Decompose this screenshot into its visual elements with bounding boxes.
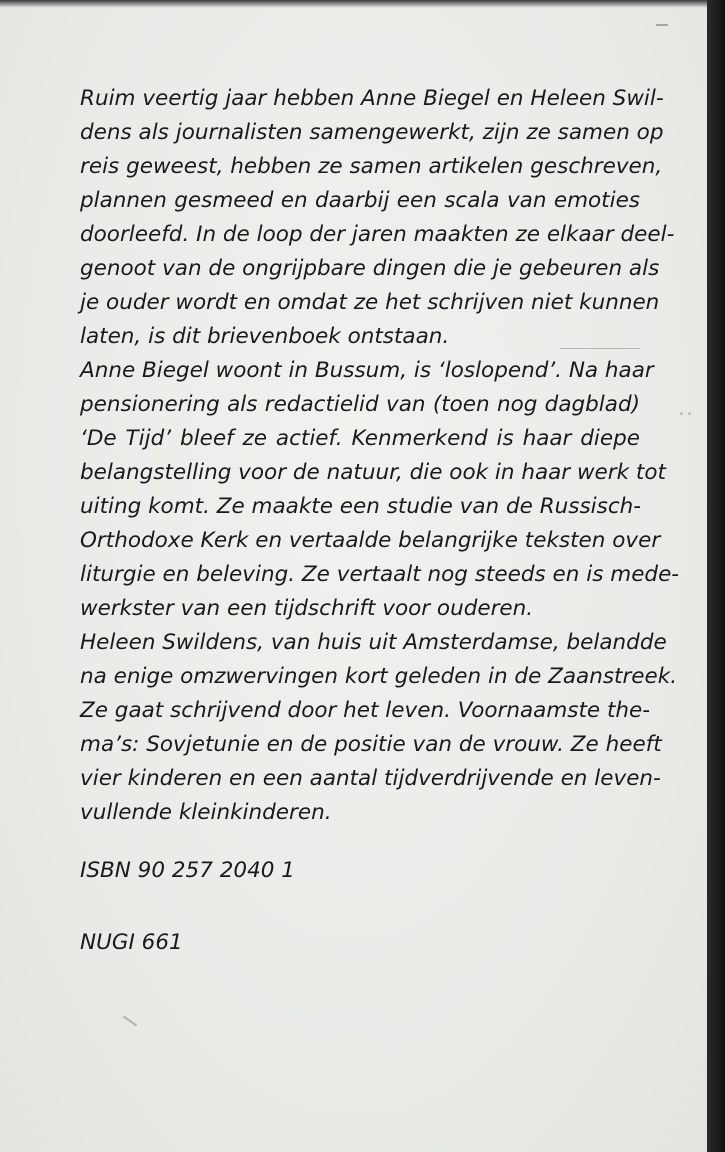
nugi-code: NUGI 661 (80, 930, 183, 955)
text-line: Ze gaat schrijvend door het leven. Voornaamste the- (80, 698, 650, 723)
paragraph-heleen-swildens (80, 626, 678, 830)
text-line: werkster van een tijdschrift voor ouderen. (80, 596, 534, 621)
isbn-number: ISBN 90 257 2040 1 (80, 858, 295, 883)
scuff-mark (123, 1016, 137, 1027)
text-line: Orthodoxe Kerk en vertaalde belangrijke teksten over (80, 528, 661, 553)
scuff-mark (680, 412, 683, 415)
text-line: dens als journalisten samengewerkt, zijn ze samen op (80, 120, 664, 145)
text-line: je ouder wordt en omdat ze het schrijven niet kunnen (80, 290, 660, 315)
text-line: vier kinderen en een aantal tijdverdrijvende en leven- (80, 766, 661, 791)
scuff-mark (560, 348, 640, 349)
text-line: na enige omzwervingen kort geleden in de Zaanstreek. (80, 664, 678, 689)
scuff-mark (656, 24, 668, 26)
text-line: genoot van de ongrijpbare dingen die je gebeuren als (80, 256, 660, 281)
paragraph-intro (80, 82, 675, 354)
blurb-text (80, 82, 680, 830)
text-line: ma’s: Sovjetunie en de positie van de vrouw. Ze heeft (80, 732, 662, 757)
text-line: laten, is dit brievenboek ontstaan. (80, 324, 450, 349)
text-line: Heleen Swildens, van huis uit Amsterdamse, belandde (80, 630, 667, 655)
text-line: Anne Biegel woont in Bussum, is ‘loslopend’. Na haar (80, 358, 654, 383)
text-line: reis geweest, hebben ze samen artikelen geschreven, (80, 154, 663, 179)
text-line: plannen gesmeed en daarbij een scala van emoties (80, 188, 640, 213)
scuff-mark (688, 412, 691, 415)
text-line: belangstelling voor de natuur, die ook in haar werk tot (80, 460, 666, 485)
text-line: doorleefd. In de loop der jaren maakten ze elkaar deel- (80, 222, 675, 247)
text-line: pensionering als redactielid van (toen nog dagblad) (80, 392, 640, 417)
text-line: vullende kleinkinderen. (80, 800, 332, 825)
right-shadow-edge (707, 0, 725, 1152)
text-line: Ruim veertig jaar hebben Anne Biegel en Heleen Swil- (80, 86, 664, 111)
top-shadow-edge (0, 0, 707, 8)
text-line: uiting komt. Ze maakte een studie van de Russisch- (80, 494, 642, 519)
text-line: ‘De Tijd’ bleef ze actief. Kenmerkend is haar diepe (80, 426, 640, 451)
paragraph-anne-biegel (80, 354, 680, 626)
text-line: liturgie en beleving. Ze vertaalt nog steeds en is mede- (80, 562, 680, 587)
